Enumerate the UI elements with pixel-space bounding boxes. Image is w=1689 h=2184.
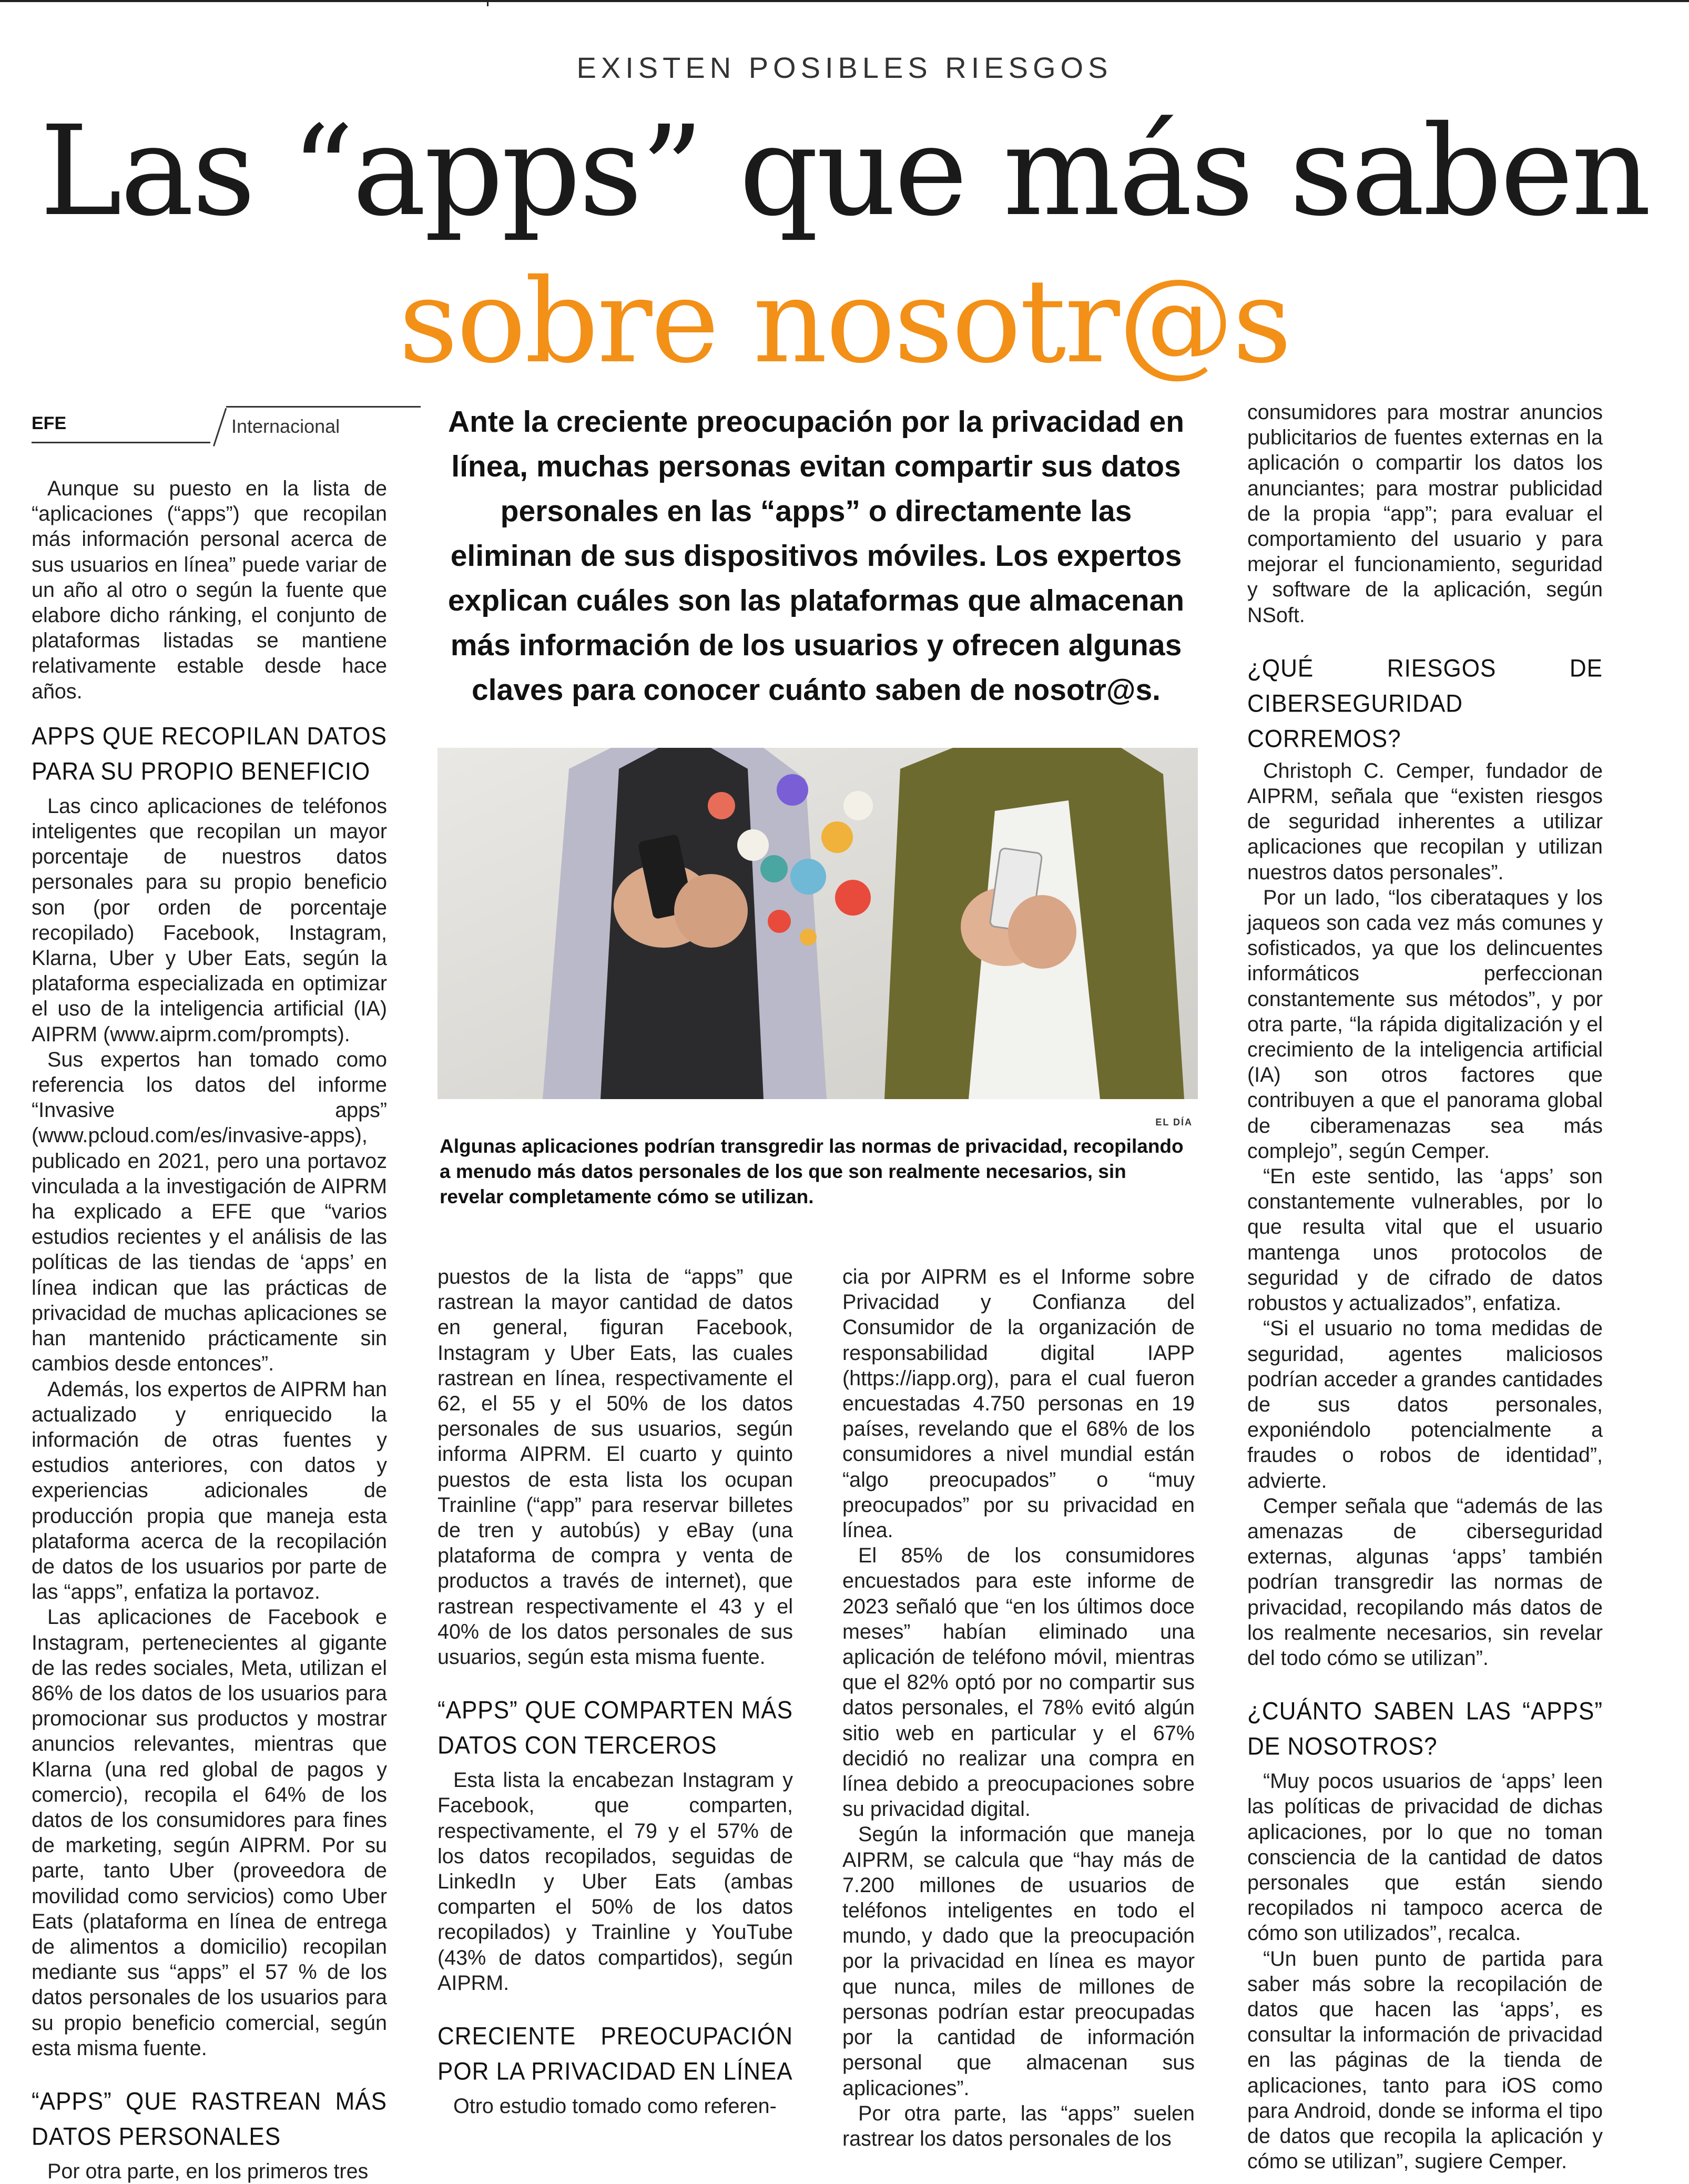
paragraph: Por un lado, “los ciberataques y los jaqueos son cada vez más comunes y sofisticados, ya que los delincuentes informáticos perfeccionan constantemente sus métodos”, y por otra parte, “la rápida digitalización y el crecimiento de la inteligencia artificial (IA) son otros factores que contribuyen a que el panorama global de ciberamenazas sea más complejo”, según Cemper.: [1247, 886, 1603, 1163]
paragraph: Aunque su puesto en la lista de “aplicaciones (“apps”) que recopilan más información personal acerca de sus usuarios en línea” puede variar de un año al otro o según la fuente que elabore dicho ránking, el conjunto de plataformas listadas se mantiene relativamente estable desde hace años.: [32, 477, 387, 703]
paragraph: Esta lista la encabezan Instagram y Facebook, que comparten, respectivamente, el 79 y el 57% de los datos recopilados, seguidas de LinkedIn y Uber Eats (ambas comparten el 50% de los datos recopilados) y Trainline y YouTube (43% de datos compartidos), según AIPRM.: [437, 1769, 793, 1995]
subheading-preocupacion: CRECIENTE PREOCUPACIÓN POR LA PRIVACIDAD EN LÍNEA: [437, 2022, 793, 2086]
byline-section: Internacional: [231, 415, 340, 437]
column-3: [842, 1264, 1195, 2151]
paragraph: Las cinco aplicaciones de teléfonos inteligentes que recopilan un mayor porcentaje de nuestros datos personales para su propio beneficio son (por orden de porcentaje recopilado) Facebook, Instagram, Klarna, Uber y Uber Eats, según la plataforma especializada en optimizar el uso de la inteligencia artificial (IA) AIPRM (www.aiprm.com/prompts).: [32, 794, 387, 1046]
column-2: [437, 1264, 793, 2119]
byline-slash: [213, 408, 227, 446]
byline-rule-left: [32, 442, 210, 443]
paragraph: Según la información que maneja AIPRM, se calcula que “hay más de 7.200 millones de usuarios de teléfonos inteligentes en todo el mundo, y dado que la preocupación por la privacidad en línea es mayor que nunca, miles de millones de personas podrían estar preocupadas por la cantidad de información personal que almacenan sus aplicaciones”.: [842, 1823, 1195, 2100]
paragraph: cia por AIPRM es el Informe sobre Privacidad y Confianza del Consumidor de la organización de responsabilidad digital IAPP (https://iapp.org), para el cual fueron encuestadas 4.750 personas en 19 países, revelando que el 68% de los consumidores a nivel mundial están “algo preocupados” o “muy preocupados” por su privacidad en línea.: [842, 1265, 1195, 1542]
paragraph: Cemper señala que “además de las amenazas de ciberseguridad externas, algunas ‘apps’ también podrían transgredir las normas de privacidad, recopilando más datos de los realmente necesarios, sin revelar del todo cómo se utilizan”.: [1247, 1494, 1603, 1670]
photo-illustration: [437, 748, 1198, 1099]
photo-caption: Algunas aplicaciones podrían transgredir las normas de privacidad, recopilando a menudo más datos personales de los que son realmente necesarios, sin revelar completamente cómo se utilizan.: [440, 1135, 1184, 1207]
paragraph: Otro estudio tomado como referen-: [453, 2095, 777, 2118]
paragraph: Además, los expertos de AIPRM han actualizado y enriquecido la información de otras fuentes y estudios anteriores, con datos y experiencias adicionales de producción propia que maneja esta plataforma acerca de la recopilación de datos de los usuarios por parte de las “apps”, enfatiza la portavoz.: [32, 1377, 387, 1604]
subheading-recopilan: APPS QUE RECOPILAN DATOS PARA SU PROPIO BENEFICIO: [32, 722, 387, 786]
paragraph: puestos de la lista de “apps” que rastrean la mayor cantidad de datos en general, figuran Facebook, Instagram y Uber Eats, las cuales rastrean en línea, respectivamente el 62, el 55 y el 50% de los datos personales de sus usuarios, según informa AIPRM. El cuarto y quinto puestos de esta lista los ocupan Trainline (“app” para reservar billetes de tren y autobús) y eBay (una plataforma de compra y venta de productos a través de internet), que rastrean respectivamente el 43 y el 40% de los datos personales de sus usuarios, según esta misma fuente.: [437, 1265, 793, 1669]
subheading-rastrean: “APPS” QUE RASTREAN MÁS DATOS PERSONALES: [32, 2087, 387, 2151]
column-4: [1247, 400, 1603, 2174]
byline: [32, 406, 389, 443]
article-photo: [437, 748, 1198, 1099]
headline-line-2: sobre nosotr@s: [399, 254, 1290, 389]
byline-rule-right: [226, 406, 421, 408]
lead-paragraph: Ante la creciente preocupación por la privacidad en línea, muchas personas evitan compartir sus datos personales en las “apps” o directamente las eliminan de sus dispositivos móviles. Los expertos explican cuáles son las plataformas que almacenan más información de los usuarios y ofrecen algunas claves para conocer cuánto saben de nosotr@s.: [447, 405, 1185, 707]
byline-agency: EFE: [32, 413, 67, 433]
photo-credit: EL DÍA: [1155, 1117, 1193, 1127]
paragraph: consumidores para mostrar anuncios publicitarios de fuentes externas en la aplicación o compartir los datos los anunciantes; para mostrar publicidad de la propia “app”; para evaluar el comportamiento del usuario y para mejorar el funcionamiento, seguridad y software de la aplicación, según NSoft.: [1247, 401, 1603, 627]
paragraph: Por otra parte, las “apps” suelen rastrear los datos personales de los: [842, 2101, 1195, 2150]
paragraph: El 85% de los consumidores encuestados para este informe de 2023 señaló que “en los últimos doce meses” habían eliminado una aplicación de teléfono móvil, mientras que el 82% optó por no compartir sus datos personales, el 78% evitó algún sitio web en particular y el 67% decidió no realizar una compra en línea debido a preocupaciones sobre su privacidad digital.: [842, 1544, 1195, 1821]
paragraph: Christoph C. Cemper, fundador de AIPRM, señala que “existen riesgos de seguridad inherentes a utilizar aplicaciones que recopilan y utilizan nuestros datos personales”.: [1247, 759, 1603, 884]
subheading-cuanto-saben: ¿CUÁNTO SABEN LAS “APPS” DE NOSOTROS?: [1247, 1697, 1603, 1761]
paragraph: “En este sentido, las ‘apps’ son constantemente vulnerables, por lo que resulta vital que el usuario mantenga unos protocolos de seguridad y de cifrado de datos robustos y actualizados”, enfatiza.: [1247, 1165, 1603, 1315]
top-rule: [0, 0, 1689, 2]
column-1: [32, 476, 387, 2184]
paragraph: Sus expertos han tomado como referencia los datos del informe “Invasive apps” (www.pcloud.com/es/invasive-apps), publicado en 2021, pero una portavoz vinculada a la investigación de AIPRM ha explicado a EFE que “varios estudios recientes y el análisis de las políticas de las tiendas de ‘apps’ en línea indican que las prácticas de privacidad de muchas aplicaciones se han mantenido prácticamente sin cambios desde entonces”.: [32, 1048, 387, 1376]
top-rule-tick: [487, 0, 489, 6]
paragraph: “Muy pocos usuarios de ‘apps’ leen las políticas de privacidad de dichas aplicaciones, por lo que no toman consciencia de la cantidad de datos personales que están siendo recopilados ni tampoco acerca de cómo son utilizados”, recalca.: [1247, 1770, 1603, 1945]
subheading-comparten: “APPS” QUE COMPARTEN MÁS DATOS CON TERCEROS: [437, 1696, 793, 1760]
subheading-riesgos: ¿QUÉ RIESGOS DE CIBERSEGURIDAD CORREMOS?: [1247, 654, 1603, 753]
paragraph: Por otra parte, en los primeros tres: [47, 2159, 369, 2183]
paragraph: “Si el usuario no toma medidas de seguridad, agentes maliciosos podrían acceder a grandes cantidades de sus datos personales, exponiéndolo potencialmente a fraudes o robos de identidad”, advierte.: [1247, 1317, 1603, 1492]
kicker: EXISTEN POSIBLES RIESGOS: [576, 51, 1113, 84]
paragraph: Las aplicaciones de Facebook e Instagram, pertenecientes al gigante de las redes sociales, Meta, utilizan el 86% de los datos de los usuarios para promocionar sus productos y mostrar anuncios relevantes, mientras que Klarna (una red global de pagos y comercio), recopila el 64% de los datos de los consumidores para fines de marketing, según AIPRM. Por su parte, tanto Uber (proveedora de movilidad como servicios) como Uber Eats (plataforma en línea de entrega de alimentos a domicilio) recopilan mediante sus “apps” el 57 % de los datos personales de los usuarios para su propio beneficio comercial, según esta misma fuente.: [32, 1606, 387, 2060]
paragraph: “Un buen punto de partida para saber más sobre la recopilación de datos que hacen las ‘apps’, es consultar la información de privacidad en las páginas de la tienda de aplicaciones, tanto para iOS como para Android, donde se informa el tipo de datos que recopila la aplicación y cómo se utilizan”, sugiere Cemper.: [1247, 1947, 1603, 2173]
headline-line-1: Las “apps” que más saben: [39, 99, 1650, 243]
